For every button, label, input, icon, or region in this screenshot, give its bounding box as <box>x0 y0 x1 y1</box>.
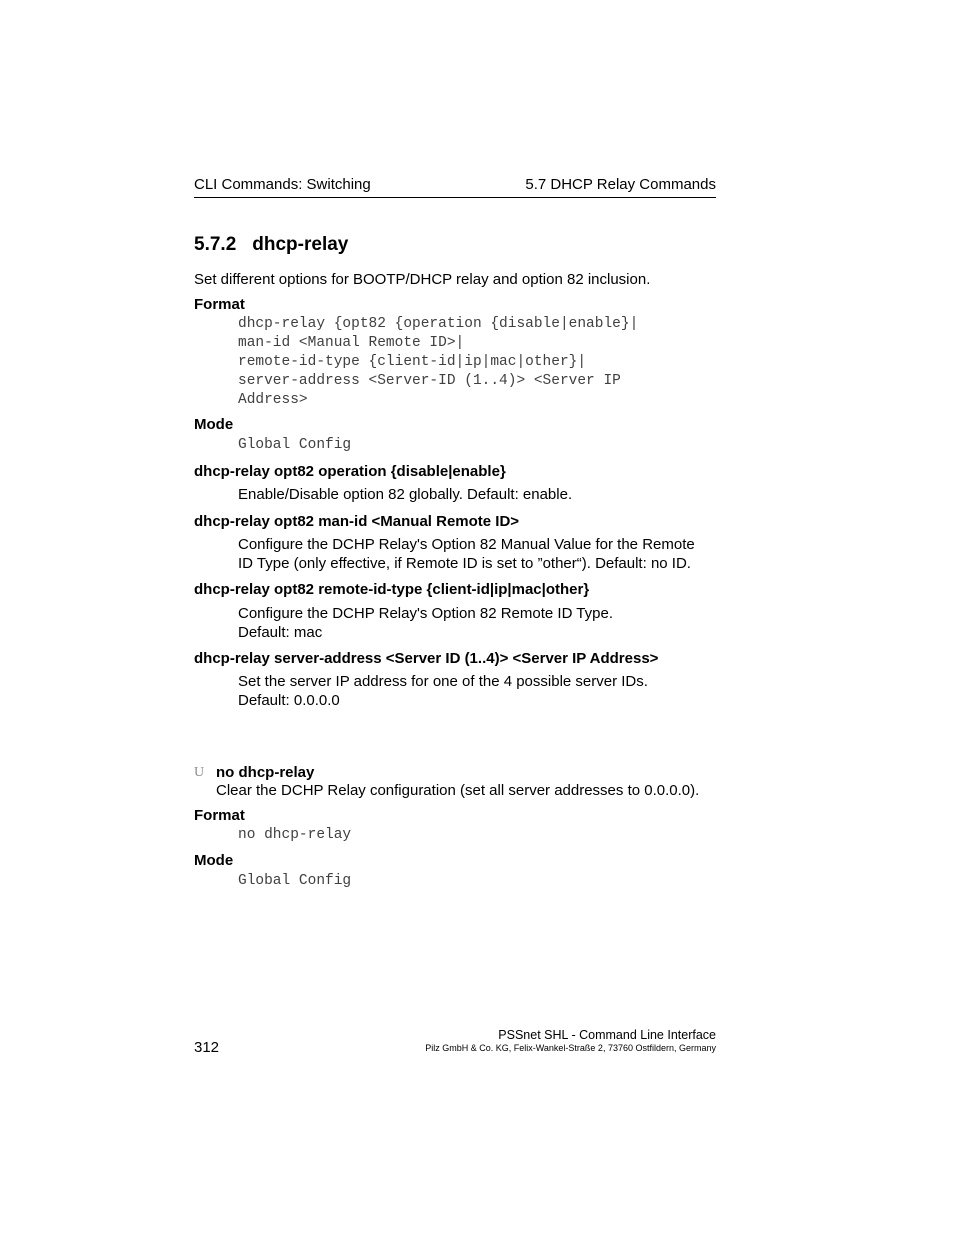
mode-label: Mode <box>194 416 234 433</box>
param-description <box>238 535 695 573</box>
section-title: dhcp-relay <box>252 234 349 255</box>
param-title: dhcp-relay opt82 man-id <Manual Remote ID> <box>194 513 520 530</box>
param-description: Enable/Disable option 82 globally. Default: enable. <box>238 486 573 503</box>
format-line: man-id <Manual Remote ID>| <box>238 335 465 351</box>
format-line: dhcp-relay {opt82 {operation {disable|enable}| <box>238 316 639 332</box>
param-description-line: Default: 0.0.0.0 <box>238 692 340 709</box>
param-description <box>238 604 613 642</box>
header-rule <box>194 197 716 198</box>
format-line: Address> <box>238 392 308 408</box>
format-line: server-address <Server-ID (1..4)> <Server IP <box>238 373 621 389</box>
no-command-description: Clear the DCHP Relay configuration (set all server addresses to 0.0.0.0). <box>216 782 700 799</box>
no-command-mode: Global Config <box>238 873 352 889</box>
section-number: 5.7.2 <box>194 234 237 255</box>
section-intro: Set different options for BOOTP/DHCP relay and option 82 inclusion. <box>194 271 651 288</box>
param-description-line: Default: mac <box>238 624 323 641</box>
param-title: dhcp-relay opt82 operation {disable|enable} <box>194 463 506 480</box>
mode-value: Global Config <box>238 437 352 453</box>
running-header-left: CLI Commands: Switching <box>194 176 371 193</box>
format-label: Format <box>194 296 245 313</box>
param-title: dhcp-relay server-address <Server ID (1..4)> <Server IP Address> <box>194 650 659 667</box>
bullet-marker: U <box>194 765 205 780</box>
format-line: remote-id-type {client-id|ip|mac|other}| <box>238 354 587 370</box>
param-description-line: Configure the DCHP Relay's Option 82 Manual Value for the Remote <box>238 536 695 553</box>
format-label: Format <box>194 807 245 824</box>
footer-doc-title: PSSnet SHL - Command Line Interface <box>498 1028 716 1042</box>
section-heading <box>194 234 348 256</box>
param-title: dhcp-relay opt82 remote-id-type {client-id|ip|mac|other} <box>194 581 590 598</box>
page-number: 312 <box>194 1039 220 1056</box>
format-syntax <box>238 315 638 410</box>
param-description-line: ID Type (only effective, if Remote ID is set to ”other“). Default: no ID. <box>238 555 691 572</box>
footer-company: Pilz GmbH & Co. KG, Felix-Wankel-Straße 2, 73760 Ostfildern, Germany <box>425 1043 716 1053</box>
param-description <box>238 672 648 710</box>
param-description-line: Set the server IP address for one of the 4 possible server IDs. <box>238 673 648 690</box>
mode-label: Mode <box>194 852 234 869</box>
param-description-line: Configure the DCHP Relay's Option 82 Remote ID Type. <box>238 605 613 622</box>
running-header-right: 5.7 DHCP Relay Commands <box>525 176 716 193</box>
no-command-format: no dhcp-relay <box>238 827 352 843</box>
no-command-title: no dhcp-relay <box>216 764 315 781</box>
